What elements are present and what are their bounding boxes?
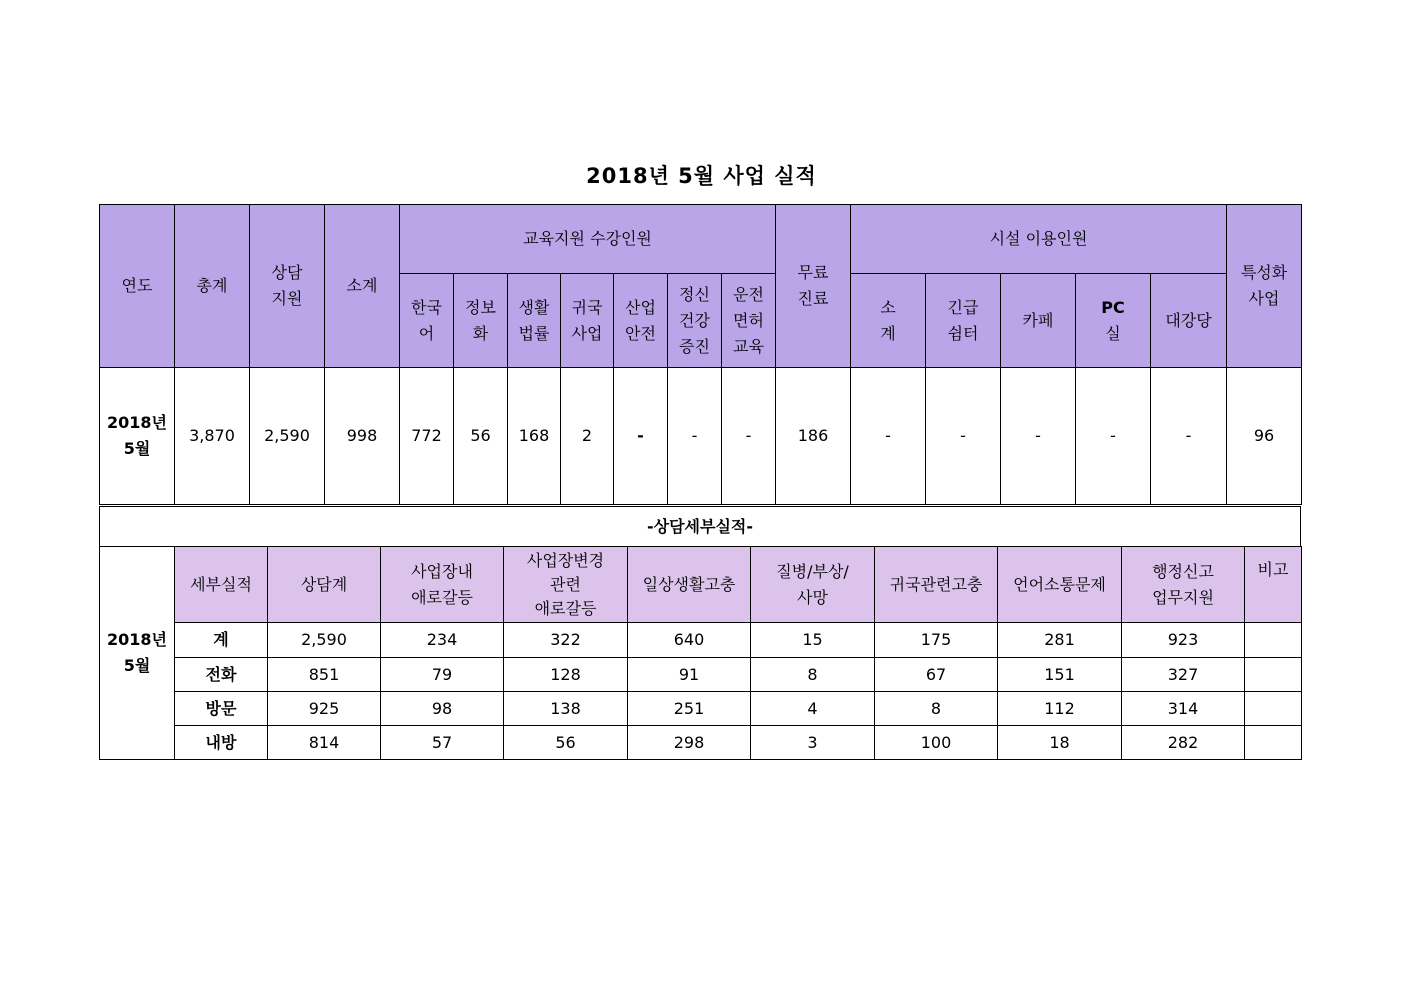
cell-auditorium: -	[1151, 368, 1227, 505]
row-label: 내방	[175, 726, 268, 760]
performance-table	[99, 204, 1302, 505]
cell: 4	[751, 692, 875, 726]
cell-safety: -	[614, 368, 668, 505]
cell: 8	[875, 692, 998, 726]
cell-mental-health: -	[668, 368, 722, 505]
detail-year: 2018년 5월	[100, 547, 175, 760]
header-korean: 한국 어	[400, 274, 454, 368]
header-return: 귀국 사업	[561, 274, 614, 368]
cell: 175	[875, 623, 998, 658]
cell: 8	[751, 658, 875, 692]
cell: 814	[268, 726, 381, 760]
cell: 57	[381, 726, 504, 760]
section-title-row	[99, 506, 1301, 547]
table-row	[100, 726, 1302, 760]
cell	[1245, 692, 1302, 726]
cell: 56	[504, 726, 628, 760]
cell-subtotal: 998	[325, 368, 400, 505]
row-year: 2018년 5월	[100, 368, 175, 505]
cell: 79	[381, 658, 504, 692]
cell-pc-room: -	[1076, 368, 1151, 505]
cell: 98	[381, 692, 504, 726]
cell: 298	[628, 726, 751, 760]
header-info: 정보 화	[454, 274, 508, 368]
header-mental-health: 정신 건강 증진	[668, 274, 722, 368]
header-safety: 산업 안전	[614, 274, 668, 368]
cell: 112	[998, 692, 1122, 726]
cell: 925	[268, 692, 381, 726]
header-cafe: 카페	[1001, 274, 1076, 368]
header-education-group: 교육지원 수강인원	[400, 205, 776, 274]
cell-driving: -	[722, 368, 776, 505]
table-row	[100, 692, 1302, 726]
cell-shelter: -	[926, 368, 1001, 505]
detail-header-return: 귀국관련고충	[875, 547, 998, 623]
table-row	[100, 658, 1302, 692]
header-pc-room: PC 실	[1076, 274, 1151, 368]
header-law: 생활 법률	[508, 274, 561, 368]
cell	[1245, 658, 1302, 692]
cell: 67	[875, 658, 998, 692]
cell	[1245, 726, 1302, 760]
header-driving: 운전 면허 교육	[722, 274, 776, 368]
page-title: 2018년 5월 사업 실적	[586, 164, 817, 188]
detail-header-category: 세부실적	[175, 547, 268, 623]
section-title: -상담세부실적-	[100, 507, 1301, 547]
header-facility-subtotal: 소 계	[851, 274, 926, 368]
cell-korean: 772	[400, 368, 454, 505]
header-shelter: 긴급 쉼터	[926, 274, 1001, 368]
cell: 251	[628, 692, 751, 726]
cell-info: 56	[454, 368, 508, 505]
row-label: 전화	[175, 658, 268, 692]
cell-law: 168	[508, 368, 561, 505]
detail-header-workplace-conflict: 사업장내 애로갈등	[381, 547, 504, 623]
cell-special: 96	[1227, 368, 1302, 505]
cell-return: 2	[561, 368, 614, 505]
cell: 923	[1122, 623, 1245, 658]
cell: 851	[268, 658, 381, 692]
cell: 3	[751, 726, 875, 760]
cell: 151	[998, 658, 1122, 692]
header-auditorium: 대강당	[1151, 274, 1227, 368]
cell: 281	[998, 623, 1122, 658]
cell-counsel: 2,590	[250, 368, 325, 505]
detail-header-workplace-change: 사업장변경 관련 애로갈등	[504, 547, 628, 623]
detail-header-language: 언어소통문제	[998, 547, 1122, 623]
cell: 327	[1122, 658, 1245, 692]
header-subtotal: 소계	[325, 205, 400, 368]
detail-header-note: 비고	[1245, 547, 1302, 623]
header-total: 총계	[175, 205, 250, 368]
cell: 314	[1122, 692, 1245, 726]
detail-header-total: 상담계	[268, 547, 381, 623]
detail-header-admin: 행정신고 업무지원	[1122, 547, 1245, 623]
counsel-detail-table	[99, 546, 1302, 760]
cell: 234	[381, 623, 504, 658]
cell-free-clinic: 186	[776, 368, 851, 505]
header-facility-group: 시설 이용인원	[851, 205, 1227, 274]
row-label: 계	[175, 623, 268, 658]
table-row	[100, 623, 1302, 658]
cell: 640	[628, 623, 751, 658]
header-year: 연도	[100, 205, 175, 368]
detail-header-illness: 질병/부상/ 사망	[751, 547, 875, 623]
cell: 15	[751, 623, 875, 658]
header-counsel: 상담 지원	[250, 205, 325, 368]
cell: 282	[1122, 726, 1245, 760]
cell: 18	[998, 726, 1122, 760]
cell: 322	[504, 623, 628, 658]
cell: 91	[628, 658, 751, 692]
cell: 138	[504, 692, 628, 726]
cell: 100	[875, 726, 998, 760]
header-free-clinic: 무료 진료	[776, 205, 851, 368]
header-special: 특성화 사업	[1227, 205, 1302, 368]
row-label: 방문	[175, 692, 268, 726]
detail-header-daily-life: 일상생활고충	[628, 547, 751, 623]
cell-total: 3,870	[175, 368, 250, 505]
cell: 128	[504, 658, 628, 692]
cell: 2,590	[268, 623, 381, 658]
cell-cafe: -	[1001, 368, 1076, 505]
cell-facility-subtotal: -	[851, 368, 926, 505]
cell	[1245, 623, 1302, 658]
